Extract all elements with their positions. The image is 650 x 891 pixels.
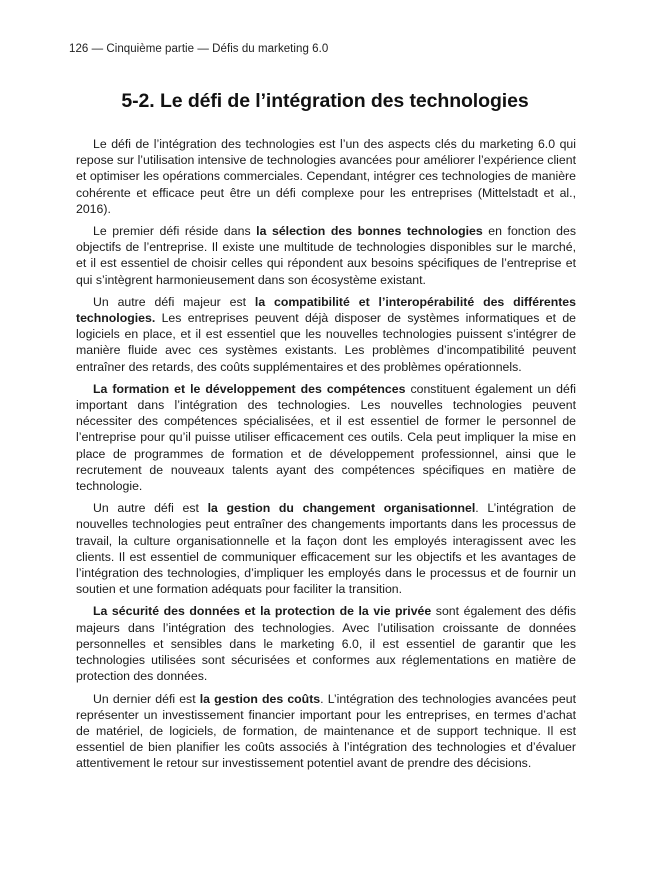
- paragraph-change-management: [76, 500, 576, 597]
- paragraph-technology-selection: [76, 223, 576, 288]
- paragraph-text: Le défi de l’intégration des technologies est l’un des aspects clés du marketing 6.0 qui repose sur l’utilisation intensive de technologies avancées pour améliorer l’expérience client et optimiser les opérations commerciales. Cependant, intégrer ces technologies de manière cohérente et efficace peut être un défi complexe pour les entreprises (Mittelstadt et al., 2016).: [76, 137, 576, 216]
- emphasis-text: la gestion du changement organisationnel: [207, 501, 476, 516]
- paragraph-text: Un autre défi est: [93, 501, 208, 516]
- section-title: 5-2. Le défi de l’intégration des technologies: [121, 90, 529, 112]
- emphasis-text: La sécurité des données et la protection de la vie privée: [93, 604, 432, 619]
- paragraph-text: Un autre défi majeur est: [93, 294, 255, 309]
- paragraph-text: constituent également un défi important dans l’intégration des technologies. Les nouvelles technologies peuvent nécessiter des compétences spécialisées, et il est essentiel de former le personnel de l’entreprise pour qu’il puisse utiliser efficacement ces outils. Cela peut impliquer la mise en place de programmes de formation et de développement professionnel, ainsi que le recrutement de nouveaux talents ayant des compétences spécifiques en matière de technologie.: [76, 381, 576, 494]
- paragraph-intro: [76, 136, 576, 217]
- paragraph-text: Un dernier défi est: [93, 691, 200, 706]
- running-header: 126 — Cinquième partie — Défis du marketing 6.0: [69, 43, 329, 55]
- paragraph-training: [76, 381, 576, 494]
- emphasis-text: la compatibilité et l’interopérabilité des différentes technologies.: [76, 294, 576, 326]
- paragraph-data-security: [76, 603, 576, 684]
- paragraph-text: Le premier défi réside dans: [93, 224, 257, 239]
- paragraph-text: . L’intégration de nouvelles technologies peut entraîner des changements importants dans les processus de travail, la culture organisationnelle et la façon dont les employés interagissent avec les clients. Il est essentiel de communiquer efficacement sur les objectifs et les avantages de l’intégration des technologies, d’impliquer les employés dans le processus et de fournir un soutien et une formation adéquats pour faciliter la transition.: [76, 501, 576, 597]
- paragraph-text: sont également des défis majeurs dans l’intégration des technologies. Avec l’utilisation croissante de données personnelles et sensibles dans le marketing 6.0, il est essentiel de garantir que les technologies utilisées sont sécurisées et conformes aux réglementations en matière de protection des données.: [76, 604, 576, 684]
- body-text: [76, 136, 576, 778]
- emphasis-text: La formation et le développement des compétences: [93, 381, 406, 396]
- paragraph-text: en fonction des objectifs de l’entreprise. Il existe une multitude de technologies disponibles sur le marché, et il est essentiel de choisir celles qui répondent aux besoins spécifiques de l’entreprise et qui s’intègrent harmonieusement dans son écosystème existant.: [76, 224, 576, 287]
- paragraph-cost-management: [76, 691, 576, 772]
- paragraph-text: Les entreprises peuvent déjà disposer de systèmes informatiques et de logiciels en place, et il est essentiel que les nouvelles technologies puissent s’intégrer de manière fluide avec ces systèmes existants. Les problèmes d’incompatibilité peuvent entraîner des retards, des coûts supplémentaires et des problèmes opérationnels.: [76, 311, 576, 374]
- paragraph-text: . L’intégration des technologies avancées peut représenter un investissement financier important pour les entreprises, en termes d’achat de matériel, de logiciels, de formation, de maintenance et de support technique. Il est essentiel de bien planifier les coûts associés à l’intégration des technologies et d’évaluer attentivement le retour sur investissement potentiel avant de prendre des décisions.: [76, 691, 576, 771]
- paragraph-compatibility: [76, 294, 576, 375]
- emphasis-text: la gestion des coûts: [199, 691, 321, 706]
- emphasis-text: la sélection des bonnes technologies: [256, 224, 483, 239]
